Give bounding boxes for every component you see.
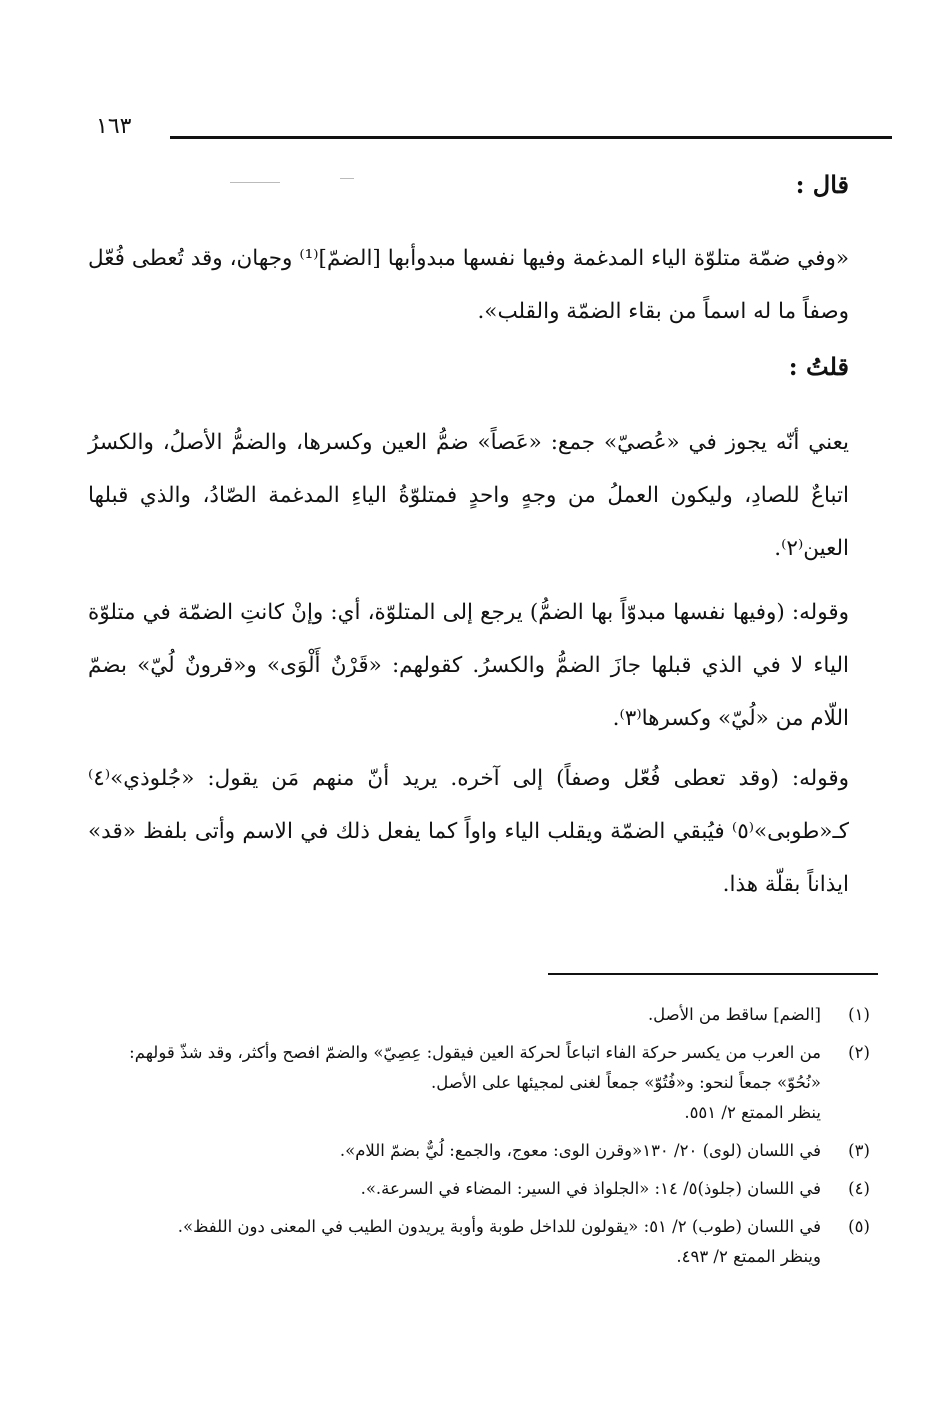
footnote-reference: وينظر الممتع ٢/ ٤٩٣. [676, 1247, 821, 1266]
footnote-text: [الضم] ساقط من الأصل. [647, 1005, 821, 1024]
commentary-paragraph-2: وقوله: (وفيها نفسها مبدوّاً بها الضمُّ) يرجع إلى المتلوّة، أي: وإنْ كانتِ الضمّة في متلوّة الياء لا في الذي قبلها جازَ الضمُّ والكسرُ. كقولهم: «قَرْنٌ أَلْوَى» و«قرونٌ لُيّ» بضمّ اللّام من «لُيّ» وكسرها⁽٣⁾. [88, 600, 849, 731]
footnote-number: (٢) [848, 1043, 870, 1062]
footnote-number: (٥) [848, 1217, 870, 1236]
footnote-item [80, 1212, 881, 1272]
heading-qala: قال : [795, 170, 849, 199]
heading-qultu: قلتُ : [788, 352, 849, 381]
footnote-number: (٣) [848, 1141, 870, 1160]
footnote-number: (٤) [848, 1179, 870, 1198]
footnotes-list [80, 1000, 881, 1280]
page-number: ١٦٣ [96, 114, 132, 139]
footnote-number: (١) [848, 1005, 870, 1024]
footnote-item [80, 1174, 881, 1204]
footnote-text: في اللسان (طوب) ٢/ ٥١: «يقولون للداخل طوبة وأوبة يريدون الطيب في المعنى دون اللفظ». [177, 1217, 821, 1236]
footnote-text: في اللسان (جلوذ)٥/ ١٤: «الجلواذ في السير: المضاء في السرعة.». [360, 1179, 821, 1198]
scan-mark [230, 182, 280, 183]
commentary-paragraph-1: يعني أنّه يجوز في «عُصيّ» جمع: «عَصاً» ضمُّ العين وكسرها، والضمُّ الأصلُ، والكسرُ اتباعٌ للصادِ، وليكون العملُ من وجهٍ واحدٍ فمتلوّةُ الياءِ المدغمة الصّادُ، والذي قبلها العين⁽٢⁾. [88, 430, 849, 561]
footnote-text: في اللسان (لوى) ٢٠/ ١٣٠«وقرن الوى: معوج، والجمع: لُيٌّ بضمّ اللام». [339, 1141, 821, 1160]
footnote-item [80, 1136, 881, 1166]
quoted-text-paragraph: «وفي ضمّة متلوّة الياء المدغمة وفيها نفسها مبدوأبها [الضمّ]⁽¹⁾ وجهان، وقد تُعطى فُعّل وصفاً ما له اسماً من بقاء الضمّة والقلب». [88, 246, 849, 324]
footnote-item [80, 1000, 881, 1030]
header-rule [170, 136, 892, 139]
footnote-reference: ينظر الممتع ٢/ ٥٥١. [684, 1103, 821, 1122]
commentary-paragraph-3: وقوله: (وقد تعطى فُعّل وصفاً) إلى آخره. يريد أنّ منهم مَن يقول: «جُلوذي»⁽٤⁾ كـ«طوبى»⁽٥⁾ فيُبقي الضمّة ويقلب الياء واواً كما يفعل ذلك في الاسم وأتى بلفظ «قد» ايذاناً بقلّة هذا. [88, 766, 849, 897]
scan-mark [340, 178, 354, 179]
footnote-text: من العرب من يكسر حركة الفاء اتباعاً لحركة العين فيقول: عِصِيّ» والضمّ افصح وأكثر، وقد شذّ قولهم: «نُحُوّ» جمعاً لنحو: و«فُتُوّ» جمعاً لغنى لمجيئها على الأصل. [129, 1043, 821, 1092]
footnote-item [80, 1038, 881, 1128]
footnote-separator [548, 973, 878, 975]
